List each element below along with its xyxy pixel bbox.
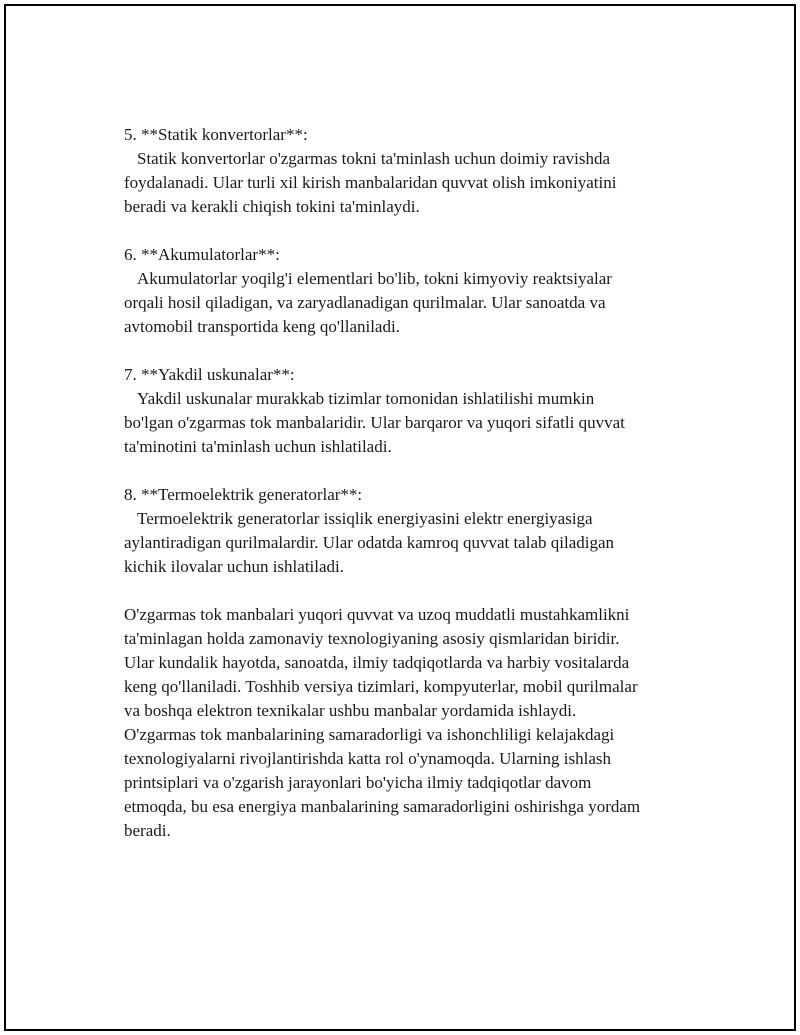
section-paragraph: Akumulatorlar yoqilg'i elementlari bo'lib, tokni kimyoviy reaktsiyalar orqali hosil qiladigan, va zaryadlanadigan qurilmalar. Ular sanoatda va avtomobil transportida keng qo'llaniladi. [124,269,612,336]
conclusion-paragraph: O'zgarmas tok manbalari yuqori quvvat va uzoq muddatli mustahkamlikni ta'minlagan holda zamonaviy texnologiyaning asosiy qismlaridan biridir. Ular kundalik hayotda, sanoatda, ilmiy tadqiqotlarda va harbiy vositalarda keng qo'llaniladi. Toshhib versiya tizimlari, kompyuterlar, mobil qurilmalar va boshqa elektron texnikalar ushbu manbalar yordamida ishlaydi. O'zgarmas tok manbalarining samaradorligi va ishonchliligi kelajakdagi texnologiyalarni rivojlantirishda katta rol o'ynamoqda. Ularning ishlash printsiplari va o'zgarish jarayonlari bo'yicha ilmiy tadqiqotlar davom etmoqda, bu esa energiya manbalarining samaradorligini oshirishga yordam beradi. [124,605,641,840]
section-heading: 8. **Termoelektrik generatorlar**: [124,485,363,504]
section-heading: 5. **Statik konvertorlar**: [124,125,308,144]
section-unified-equipment [124,363,704,459]
section-heading: 6. **Akumulatorlar**: [124,245,280,264]
section-paragraph: Yakdil uskunalar murakkab tizimlar tomonidan ishlatilishi mumkin bo'lgan o'zgarmas tok manbalaridir. Ular barqaror va yuqori sifatli quvvat ta'minotini ta'minlash uchun ishlatiladi. [124,389,625,456]
document-body [124,123,704,843]
page-frame [4,4,796,1031]
section-accumulators [124,243,704,339]
section-paragraph: Statik konvertorlar o'zgarmas tokni ta'minlash uchun doimiy ravishda foydalanadi. Ular turli xil kirish manbalaridan quvvat olish imkoniyatini beradi va kerakli chiqish tokini ta'minlaydi. [124,149,617,216]
section-heading: 7. **Yakdil uskunalar**: [124,365,295,384]
section-paragraph: Termoelektrik generatorlar issiqlik energiyasini elektr energiyasiga aylantiradigan qurilmalardir. Ular odatda kamroq quvvat talab qiladigan kichik ilovalar uchun ishlatiladi. [124,509,615,576]
section-static-converters [124,123,704,219]
section-thermoelectric-generators [124,483,704,579]
